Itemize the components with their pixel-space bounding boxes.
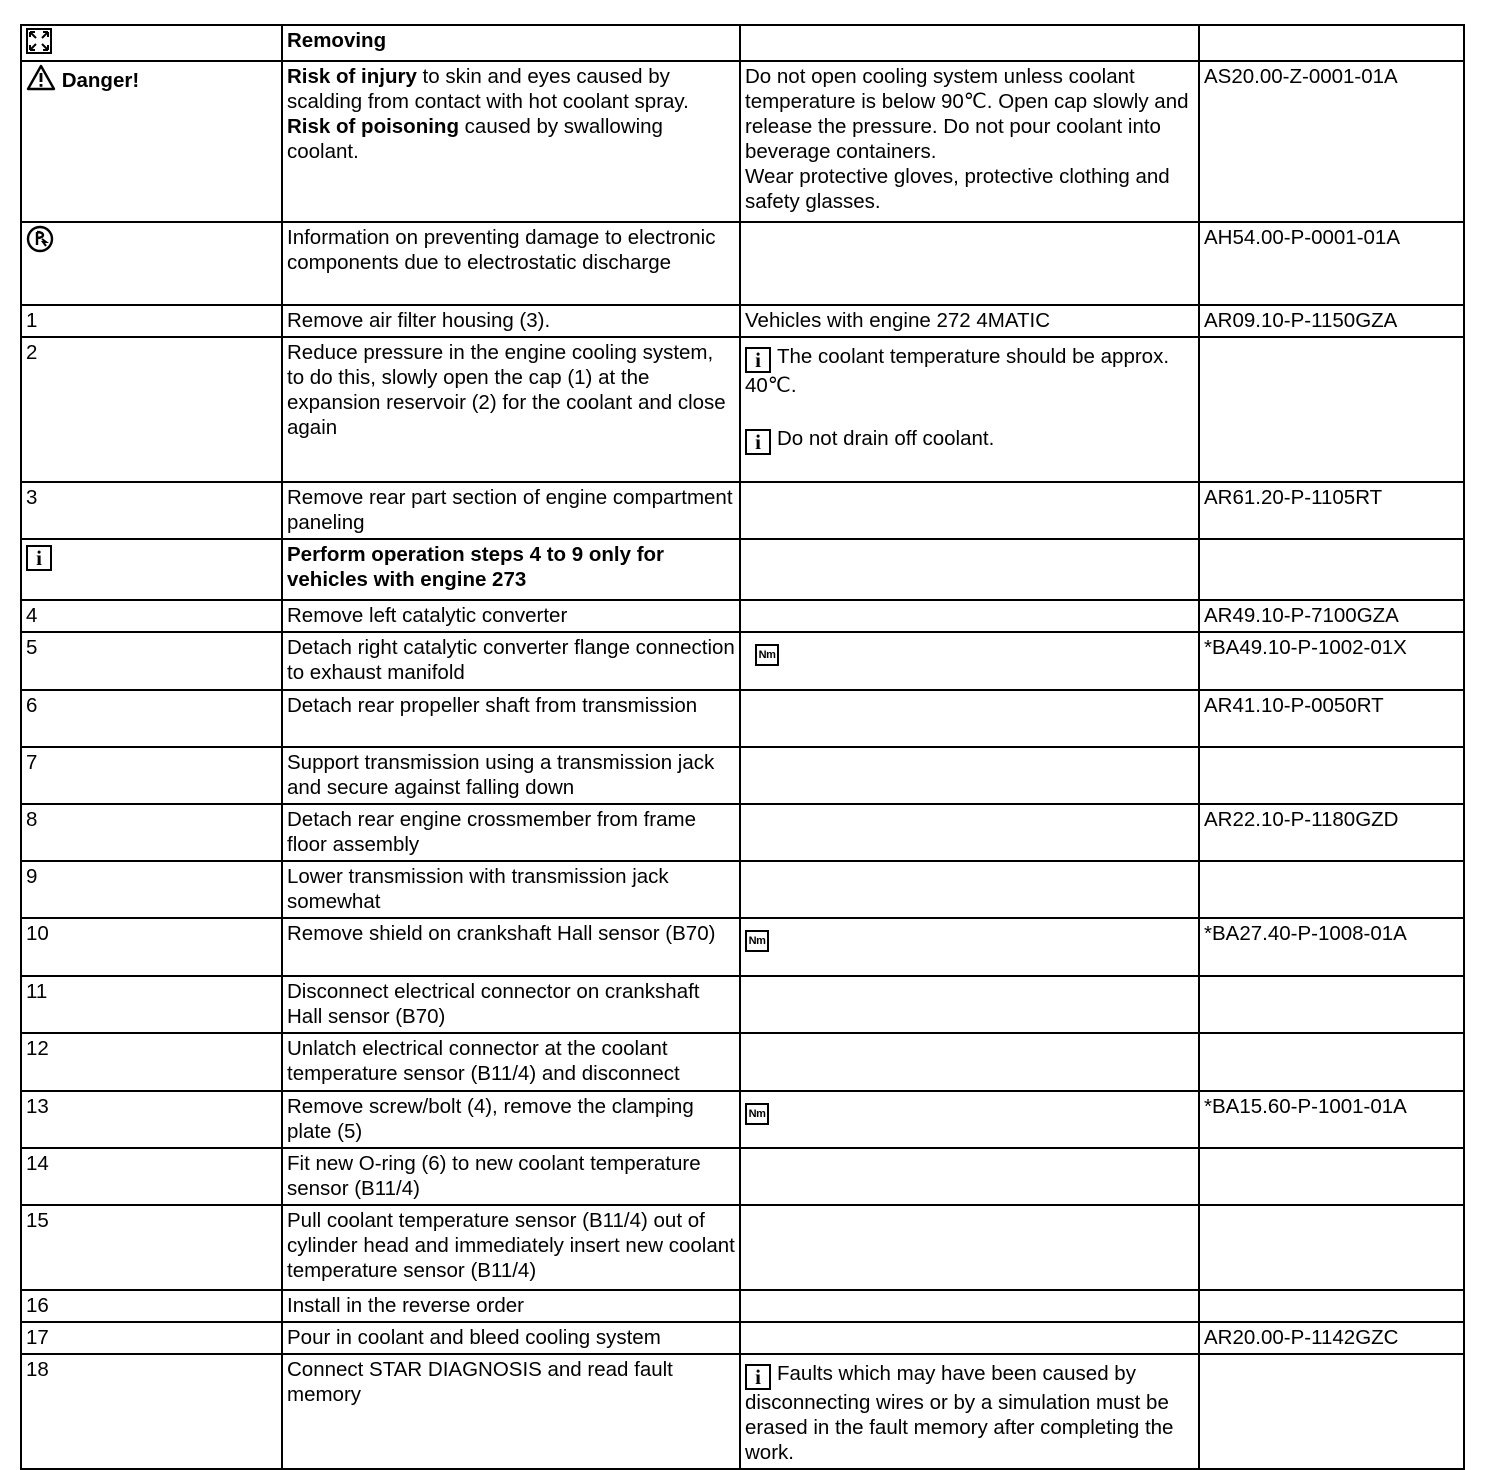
step-note-text: The coolant temperature should be approx. 40℃.	[745, 345, 1170, 397]
step-action: Detach rear engine crossmember from frame floor assembly	[282, 804, 740, 861]
step-number: 3	[21, 482, 282, 539]
esd-action: Information on preventing damage to electronic components due to electrostatic discharge	[282, 222, 740, 305]
table-row	[21, 1205, 1464, 1290]
torque-nm-icon: Nm	[745, 930, 769, 952]
step-ref: AR41.10-P-0050RT	[1199, 690, 1464, 747]
step-ref	[1199, 1290, 1464, 1322]
warning-triangle-icon	[26, 64, 56, 91]
step-number: 4	[21, 600, 282, 632]
step-number: 8	[21, 804, 282, 861]
step-number: 5	[21, 632, 282, 690]
step-cell	[21, 25, 282, 61]
table-row	[21, 600, 1464, 632]
danger-ref: AS20.00-Z-0001-01A	[1199, 61, 1464, 222]
table-row	[21, 747, 1464, 804]
table-row	[21, 1148, 1464, 1205]
step-action: Pull coolant temperature sensor (B11/4) out of cylinder head and immediately insert new coolant temperature sensor (B11/4)	[282, 1205, 740, 1290]
torque-nm-icon: Nm	[745, 1103, 769, 1125]
step-note	[740, 918, 1199, 976]
step-ref	[1199, 1148, 1464, 1205]
table-row	[21, 1354, 1464, 1469]
step-ref: AR61.20-P-1105RT	[1199, 482, 1464, 539]
step-number: 14	[21, 1148, 282, 1205]
table-row	[21, 337, 1464, 482]
step-action: Remove rear part section of engine compartment paneling	[282, 482, 740, 539]
step-note	[740, 600, 1199, 632]
step-note	[740, 1091, 1199, 1148]
step-note-text: Faults which may have been caused by disconnecting wires or by a simulation must be erased in the fault memory after completing the work.	[745, 1362, 1174, 1464]
table-row	[21, 804, 1464, 861]
step-ref	[1199, 747, 1464, 804]
step-action: Remove screw/bolt (4), remove the clamping plate (5)	[282, 1091, 740, 1148]
table-row	[21, 305, 1464, 337]
step-number: 18	[21, 1354, 282, 1469]
danger-note-1: Do not open cooling system unless coolant temperature is below 90℃. Open cap slowly and release the pressure. Do not pour coolant into beverage containers.	[745, 65, 1189, 163]
danger-action	[282, 61, 740, 222]
step-note	[740, 690, 1199, 747]
step-ref	[1199, 1354, 1464, 1469]
table-row-esd	[21, 222, 1464, 305]
step-ref: AR49.10-P-7100GZA	[1199, 600, 1464, 632]
step-note	[740, 976, 1199, 1033]
table-row-danger	[21, 61, 1464, 222]
step-action: Reduce pressure in the engine cooling system, to do this, slowly open the cap (1) at the expansion reservoir (2) for the coolant and close again	[282, 337, 740, 482]
note-cell	[740, 25, 1199, 61]
step-note	[740, 1033, 1199, 1091]
step-ref: *BA49.10-P-1002-01X	[1199, 632, 1464, 690]
info-icon: i	[745, 429, 771, 455]
table-row	[21, 1290, 1464, 1322]
removal-icon	[26, 28, 52, 54]
step-number: 6	[21, 690, 282, 747]
step-ref	[1199, 861, 1464, 918]
step-note	[740, 1290, 1199, 1322]
step-ref	[1199, 1205, 1464, 1290]
injury-text: to skin and eyes caused by scalding from contact with hot coolant spray.	[287, 65, 689, 113]
step-number: 17	[21, 1322, 282, 1354]
procedure-table	[20, 24, 1465, 1470]
step-ref: AR20.00-P-1142GZC	[1199, 1322, 1464, 1354]
step-ref	[1199, 976, 1464, 1033]
step-note: Vehicles with engine 272 4MATIC	[740, 305, 1199, 337]
info-icon: i	[745, 1364, 771, 1390]
step-number: 16	[21, 1290, 282, 1322]
danger-note	[740, 61, 1199, 222]
step-action: Remove shield on crankshaft Hall sensor (B70)	[282, 918, 740, 976]
step-note	[740, 482, 1199, 539]
step-ref: *BA27.40-P-1008-01A	[1199, 918, 1464, 976]
step-note	[740, 1354, 1199, 1469]
danger-label: Danger!	[61, 69, 140, 92]
info-action: Perform operation steps 4 to 9 only for vehicles with engine 273	[282, 539, 740, 600]
step-action: Remove left catalytic converter	[282, 600, 740, 632]
step-number: 12	[21, 1033, 282, 1091]
step-ref: AR09.10-P-1150GZA	[1199, 305, 1464, 337]
table-row	[21, 690, 1464, 747]
step-number: 15	[21, 1205, 282, 1290]
step-number: 13	[21, 1091, 282, 1148]
table-row	[21, 861, 1464, 918]
step-action: Lower transmission with transmission jack somewhat	[282, 861, 740, 918]
table-row	[21, 918, 1464, 976]
info-icon: i	[26, 545, 52, 571]
step-action: Support transmission using a transmission jack and secure against falling down	[282, 747, 740, 804]
esd-note	[740, 222, 1199, 305]
step-ref	[1199, 337, 1464, 482]
step-action: Remove air filter housing (3).	[282, 305, 740, 337]
danger-note-2: Wear protective gloves, protective clothing and safety glasses.	[745, 165, 1170, 213]
step-note	[740, 861, 1199, 918]
esd-ref: AH54.00-P-0001-01A	[1199, 222, 1464, 305]
info-ref	[1199, 539, 1464, 600]
table-row-info	[21, 539, 1464, 600]
step-number: 2	[21, 337, 282, 482]
table-row	[21, 1033, 1464, 1091]
info-cell	[21, 539, 282, 600]
step-note	[740, 1148, 1199, 1205]
poison-text: caused by swallowing coolant.	[287, 115, 663, 163]
step-note	[740, 632, 1199, 690]
step-action: Install in the reverse order	[282, 1290, 740, 1322]
torque-nm-icon: Nm	[755, 644, 779, 666]
step-action: Fit new O-ring (6) to new coolant temperature sensor (B11/4)	[282, 1148, 740, 1205]
step-number: 11	[21, 976, 282, 1033]
table-row-header	[21, 25, 1464, 61]
step-note	[740, 804, 1199, 861]
injury-title: Risk of injury	[287, 65, 417, 88]
table-row	[21, 976, 1464, 1033]
step-action: Pour in coolant and bleed cooling system	[282, 1322, 740, 1354]
poison-title: Risk of poisoning	[287, 115, 459, 138]
table-row	[21, 632, 1464, 690]
step-note-text: Do not drain off coolant.	[777, 427, 995, 450]
step-number: 7	[21, 747, 282, 804]
step-ref	[1199, 1033, 1464, 1091]
table-row	[21, 482, 1464, 539]
step-action: Detach right catalytic converter flange connection to exhaust manifold	[282, 632, 740, 690]
esd-icon	[26, 225, 54, 253]
step-note	[740, 747, 1199, 804]
section-title: Removing	[282, 25, 740, 61]
ref-cell	[1199, 25, 1464, 61]
step-action: Disconnect electrical connector on crankshaft Hall sensor (B70)	[282, 976, 740, 1033]
danger-cell	[21, 61, 282, 222]
table-row	[21, 1322, 1464, 1354]
step-action: Connect STAR DIAGNOSIS and read fault memory	[282, 1354, 740, 1469]
step-number: 9	[21, 861, 282, 918]
esd-cell	[21, 222, 282, 305]
step-note	[740, 1205, 1199, 1290]
step-number: 1	[21, 305, 282, 337]
info-note	[740, 539, 1199, 600]
step-action: Detach rear propeller shaft from transmission	[282, 690, 740, 747]
step-action: Unlatch electrical connector at the coolant temperature sensor (B11/4) and disconnect	[282, 1033, 740, 1091]
table-row	[21, 1091, 1464, 1148]
step-note	[740, 337, 1199, 482]
info-icon: i	[745, 347, 771, 373]
step-number: 10	[21, 918, 282, 976]
step-note	[740, 1322, 1199, 1354]
step-ref: AR22.10-P-1180GZD	[1199, 804, 1464, 861]
step-ref: *BA15.60-P-1001-01A	[1199, 1091, 1464, 1148]
